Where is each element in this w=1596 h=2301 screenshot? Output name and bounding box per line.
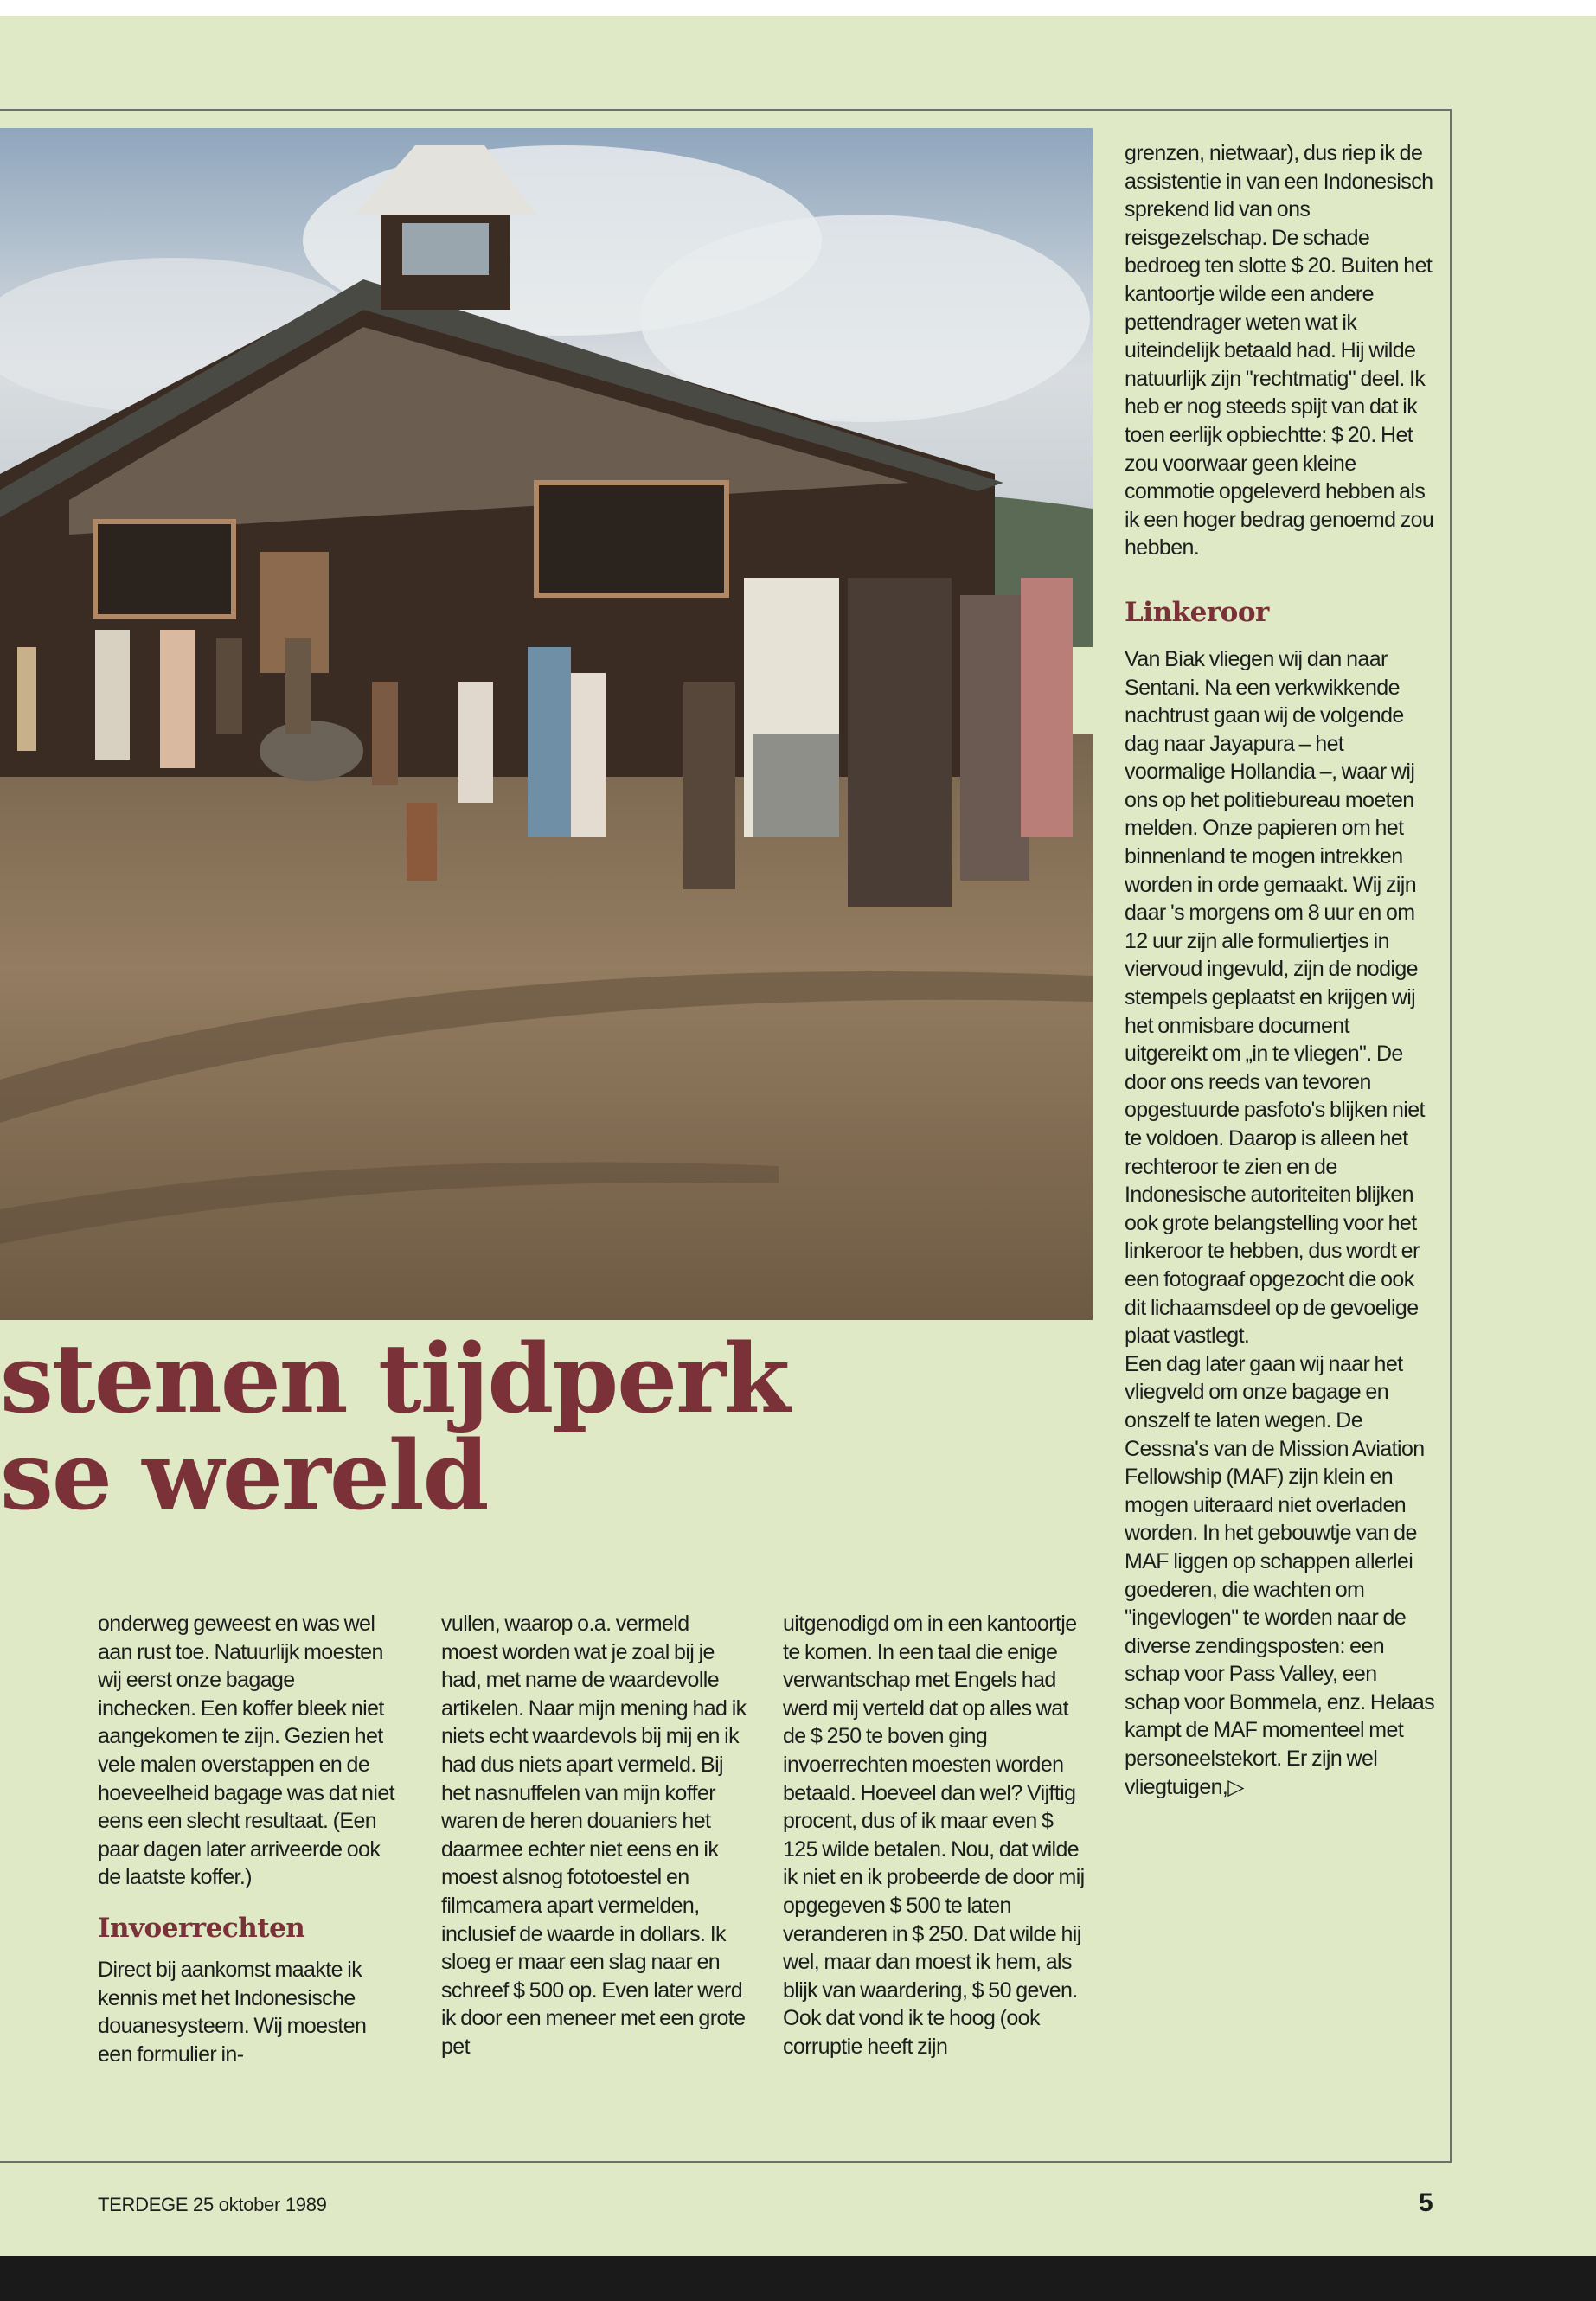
paragraph: uitgenodigd om in een kantoortje te komen. In een taal die enige verwantschap met Engels had werd mij verteld dat op alles wat de $ 250 te boven ging invoerrechten moesten worden betaald. Hoeveel dan wel? Vijftig procent, dus of ik maar even $ 125 wilde betalen. Nou, dat wilde ik niet en ik probeerde de door mij opgegeven $ 500 te laten veranderen in $ 250. Dat wilde hij wel, maar dan moest ik hem, als blijk van waardering, $ 50 geven. Ook dat vond ik te hoog (ook corruptie heeft zijn [783,1612,1085,2059]
text-column-1 [98,1610,396,2068]
paragraph: vullen, waarop o.a. vermeld moest worden wat je zoal bij je had, met name de waardevolle artikelen. Naar mijn mening had ik niets echt waardevols bij mij en ik had dus niets apart vermeld. Bij het nasnuffelen van mijn koffer waren de heren douaniers het daarmee echter niet eens en ik moest alsnog fototoestel en filmcamera apart vermelden, inclusief de waarde in dollars. Ik sloeg er maar een slag naar en schreef $ 500 op. Even later werd ik door een meneer met een grote pet [441,1612,747,2059]
paragraph: Direct bij aankomst maakte ik kennis met het Indonesische douanesysteem. Wij moesten een formulier in- [98,1957,367,2067]
church-photo [0,128,1093,1320]
paragraph: grenzen, nietwaar), dus riep ik de assistentie in van een Indonesisch sprekend lid van ons reisgezelschap. De schade bedroeg ten slotte $ 20. Buiten het kantoortje wilde een andere pettendrager weten wat ik uiteindelijk betaald had. Hij wilde natuurlijk zijn "rechtmatig" deel. Ik heb er nog steeds spijt van dat ik toen eerlijk opbiechtte: $ 20. Het zou voorwaar geen kleine commotie opgeleverd hebben als ik een hoger bedrag genoemd zou hebben. [1125,141,1434,561]
paragraph [1125,1350,1436,1802]
church-window [95,522,234,617]
page-number: 5 [1419,2189,1433,2217]
bell-tower-opening [402,223,489,275]
headline-line-1: stenen tijdperk [0,1323,789,1434]
magazine-page [0,16,1596,2256]
publication-footer: TERDEGE 25 oktober 1989 [98,2194,327,2215]
top-margin [0,0,1596,16]
text-column-4 [1125,139,1436,1801]
paragraph: onderweg geweest en was wel aan rust toe. Natuurlijk moesten wij eerst onze bagage inchecken. Een koffer bleek niet aangekomen te zijn. Gezien het vele malen overstappen en de hoeveelheid bagage was dat niet eens een slecht resultaat. (Een paar dagen later arriveerde ook de laatste koffer.) [98,1612,394,1890]
frame-rule-top [0,109,1451,111]
church-window [536,483,727,595]
bottom-edge [0,2256,1596,2301]
headline-line-2: se wereld [0,1420,488,1531]
headline [0,1323,1090,1531]
section-heading-invoerrechten: Invoerrechten [98,1912,305,1944]
church-photo-illustration [0,128,1093,1320]
text-column-3 [783,1610,1090,2061]
continue-arrow-icon: ▷ [1227,1774,1244,1799]
paragraph: Van Biak vliegen wij dan naar Sentani. Na een verkwikkende nachtrust gaan wij de volgende dag naar Jayapura – het voormalige Hollandia –, waar wij ons op het politiebureau moeten melden. Onze papieren om het binnenland te mogen intrekken worden in orde gemaakt. Wij zijn daar 's morgens om 8 uur en om 12 uur zijn alle formuliertjes in viervoud ingevuld, zijn de nodige stempels geplaatst en krijgen wij het onmisbare document uitgereikt om „in te vliegen". De door ons reeds van tevoren opgestuurde pasfoto's blijken niet te voldoen. Daarop is alleen het rechteroor te zien en de Indonesische autoriteiten blijken ook grote belangstelling voor het linkeroor te hebben, dus wordt er een fotograaf opgezocht die ook dit lichaamsdeel op de gevoelige plaat vastlegt. [1125,646,1425,1349]
frame-rule-bottom [0,2161,1452,2163]
frame-rule-right [1450,109,1452,2163]
section-heading-linkeroor: Linkeroor [1125,596,1269,628]
text-column-2 [441,1610,748,2061]
paragraph-text: Een dag later gaan wij naar het vliegveld om onze bagage en onszelf te laten wegen. De Cessna's van de Mission Aviation Fellowship (MAF) zijn klein en mogen uiteraard niet overladen worden. In het gebouwtje van de MAF liggen op schappen allerlei goederen, die wachten om "ingevlogen" te worden naar de diverse zendingsposten: een schap voor Pass Valley, een schap voor Bommela, enz. Helaas kampt de MAF momenteel met personeelstekort. Er zijn wel vliegtuigen, [1125,1351,1435,1799]
